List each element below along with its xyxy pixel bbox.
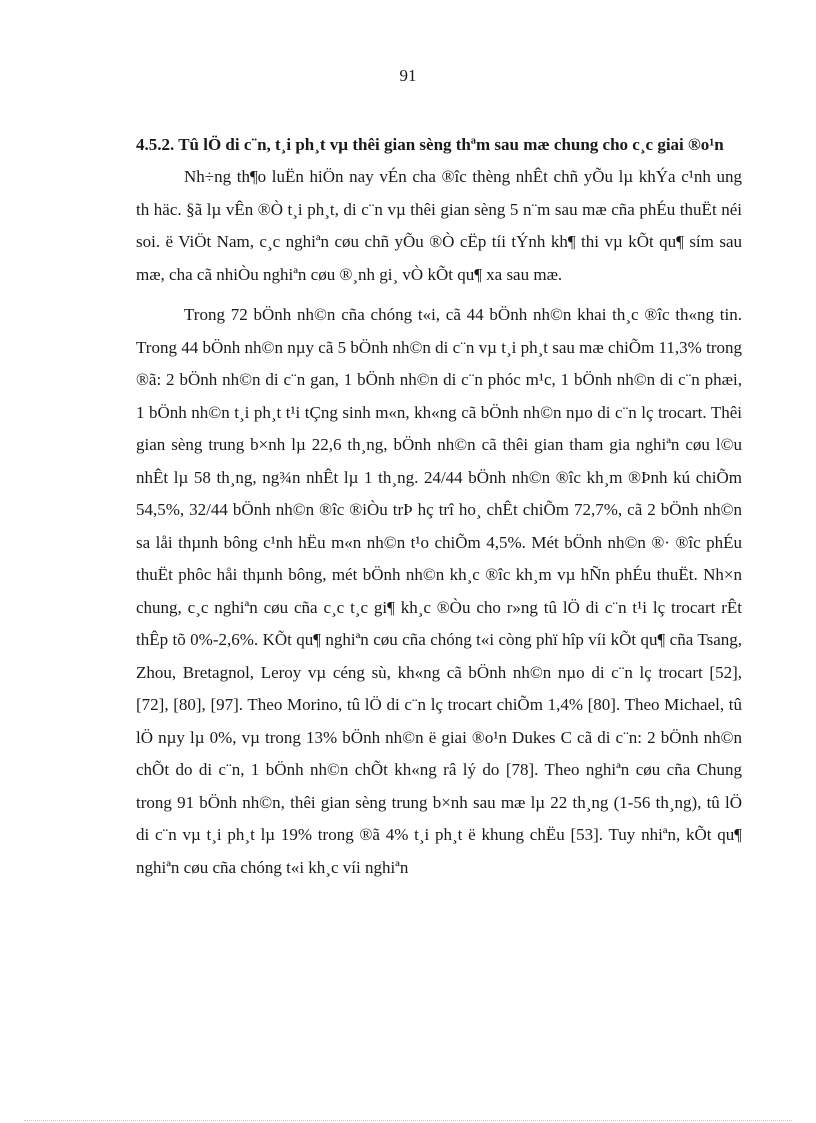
paragraph-1: Nh÷ng th¶o luËn hiÖn nay vÉn cha ®îc thèng nhÊt chñ yÕu lµ khÝa c¹nh ung th häc. §ã lµ vÊn ®Ò t¸i ph¸t, di c¨n vµ thêi gian sèng 5 n¨m sau mæ cña phÉu thuËt néi soi. ë ViÖt Nam, c¸c nghiªn cøu chñ yÕu ®Ò cËp tíi tÝnh kh¶ thi vµ kÕt qu¶ sím sau mæ, cha cã nhiÒu nghiªn cøu ®¸nh gi¸ vÒ kÕt qu¶ xa sau mæ. <box>136 167 742 284</box>
document-body <box>136 128 742 892</box>
page-bottom-divider <box>24 1120 792 1121</box>
paragraph-2: Trong 72 bÖnh nh©n cña chóng t«i, cã 44 bÖnh nh©n khai th¸c ®îc th«ng tin. Trong 44 bÖnh nh©n nµy cã 5 bÖnh nh©n di c¨n vµ t¸i ph¸t sau mæ chiÕm 11,3% trong ®ã: 2 bÖnh nh©n di c¨n gan, 1 bÖnh nh©n di c¨n phóc m¹c, 1 bÖnh nh©n di c¨n phæi, 1 bÖnh nh©n t¸i ph¸t t¹i tÇng sinh m«n, kh«ng cã bÖnh nh©n nµo di c¨n lç trocart. Thêi gian sèng trung b×nh lµ 22,6 th¸ng, bÖnh nh©n cã thêi gian tham gia nghiªn cøu l©u nhÊt lµ 58 th¸ng, ng¾n nhÊt lµ 1 th¸ng. 24/44 bÖnh nh©n ®îc kh¸m ®Þnh kú chiÕm 54,5%, 32/44 bÖnh nh©n ®îc ®iÒu trÞ hç trî ho¸ chÊt chiÕm 72,7%, cã 2 bÖnh nh©n sa låi thµnh bông c¹nh hËu m«n nh©n t¹o chiÕm 4,5%. Mét bÖnh nh©n ®· ®îc phÉu thuËt phôc håi thµnh bông, mét bÖnh nh©n kh¸c ®îc kh¸m vµ hÑn phÉu thuËt. Nh×n chung, c¸c nghiªn cøu cña c¸c t¸c gi¶ kh¸c ®Òu cho r»ng tû lÖ di c¨n t¹i lç trocart rÊt thÊp tõ 0%-2,6%. KÕt qu¶ nghiªn cøu cña chóng t«i còng phï hîp víi kÕt qu¶ cña Tsang, Zhou, Bretagnol, Leroy vµ céng sù, kh«ng cã bÖnh nh©n nµo di c¨n lç trocart [52], [72], [80], [97]. Theo Morino, tû lÖ di c¨n lç trocart chiÕm 1,4% [80]. Theo Michael, tû lÖ nµy lµ 0%, vµ trong 13% bÖnh nh©n ë giai ®o¹n Dukes C cã di c¨n: 2 bÖnh nh©n chÕt do di c¨n, 1 bÖnh nh©n chÕt kh«ng râ lý do [78]. Theo nghiªn cøu cña Chung trong 91 bÖnh nh©n, thêi gian sèng trung b×nh sau mæ lµ 22 th¸ng (1-56 th¸ng), tû lÖ di c¨n vµ t¸i ph¸t lµ 19% trong ®ã 4% t¸i ph¸t ë khung chËu [53]. Tuy nhiªn, kÕt qu¶ nghiªn cøu cña chóng t«i kh¸c víi nghiªn <box>136 305 742 877</box>
page-number: 91 <box>399 66 417 85</box>
section-heading: 4.5.2. Tû lÖ di c¨n, t¸i ph¸t vµ thêi gian sèng thªm sau mæ chung cho c¸c giai ®o¹n <box>136 135 724 154</box>
